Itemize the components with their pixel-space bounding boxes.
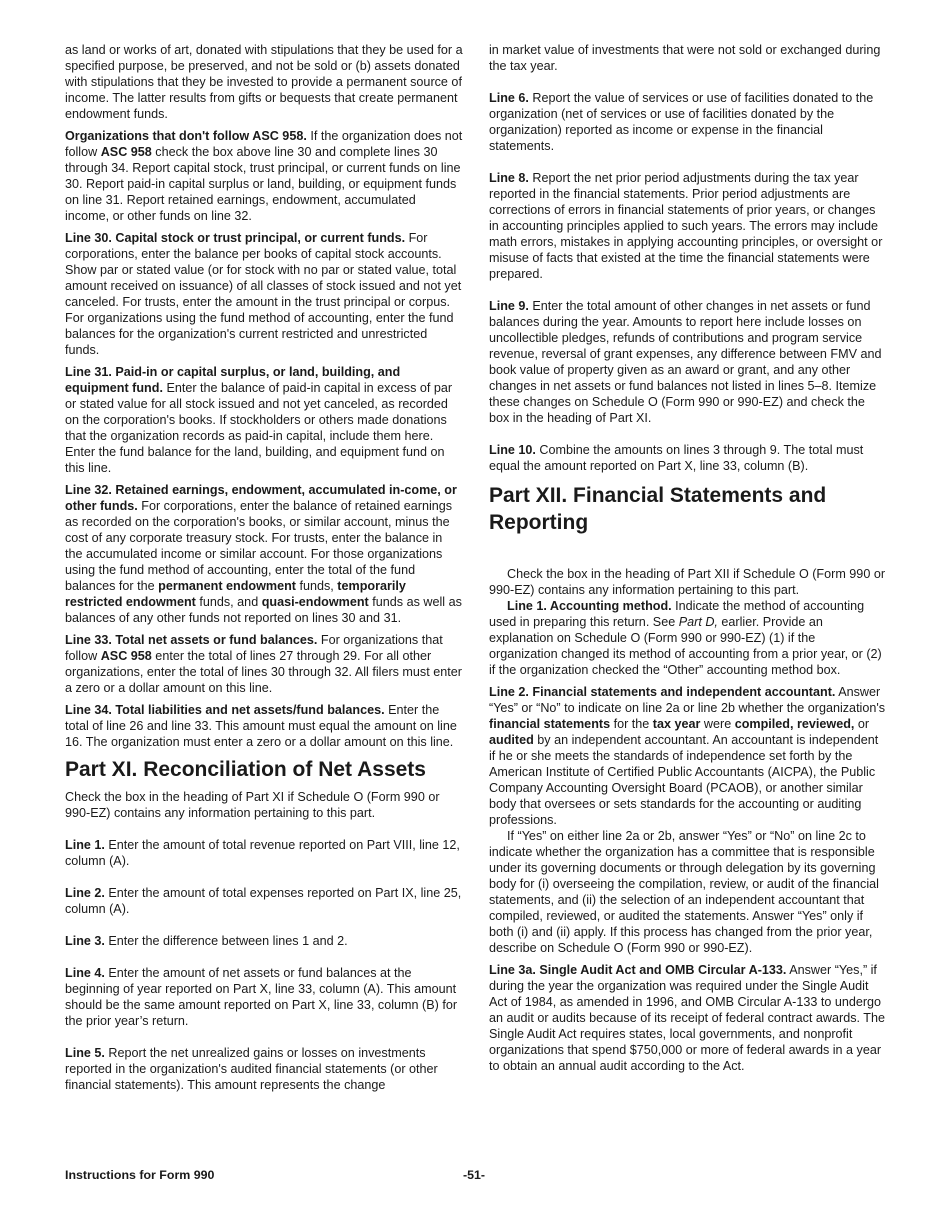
- paragraph-xi-line-6: Line 6. Report the value of services or use of facilities donated to the organization (net of services or use of facilities donated by the organization) reported as income or expense in the financial statements.: [489, 91, 874, 153]
- paragraph-xi-line-10: Line 10. Combine the amounts on lines 3 through 9. The total must equal the amount reported on Part X, line 33, column (B).: [489, 443, 864, 473]
- paragraph-line-34: Line 34. Total liabilities and net assets/fund balances. Enter the total of line 26 and line 33. This amount must equal the amount on line 16. The organization must enter a zero or a dollar amount on this line.: [65, 703, 457, 749]
- left-column: [65, 42, 463, 1099]
- right-column: [489, 42, 887, 1080]
- paragraph-xii-line-1: Line 1. Accounting method. Indicate the method of accounting used in preparing this return. See Part D, earlier. Provide an explanation on Schedule O (Form 990 or 990-EZ) (1) if the organization changed its method of accounting from a prior year, or (2) if the organization checked the “Other” accounting method box.: [489, 599, 882, 677]
- paragraph-line-31: Line 31. Paid-in or capital surplus, or land, building, and equipment fund. Enter the balance of paid-in capital in excess of par or stated value for all stock issued and not yet canceled, as recorded on the corporation's books. If stockholders or others made donations that the organization records as paid-in capital, include them here. Enter the fund balance for the land, building, and equipment fund on this line.: [65, 365, 453, 475]
- paragraph-xi-line-2: Line 2. Enter the amount of total expenses reported on Part IX, line 25, column (A).: [65, 886, 462, 916]
- heading-line-31: Line 31. Paid-in or capital surplus, or land, building, and equipment fund.: [65, 365, 401, 395]
- paragraph-line-33: Line 33. Total net assets or fund balances. For organizations that follow ASC 958 enter the total of lines 27 through 29. For all other organizations, enter the total of lines 30 through 32. All filers must enter a zero or a dollar amount on this line.: [65, 633, 462, 695]
- heading-line-33: Line 33. Total net assets or fund balances.: [65, 633, 318, 647]
- part-xi-title: Part XI. Reconciliation of Net Assets: [65, 758, 426, 781]
- paragraph-line-32: Line 32. Retained earnings, endowment, accumulated in-come, or other funds. For corporations, enter the balance of retained earnings as recorded on the corporation's books, or similar account, minus the cost of any corporate treasury stock. For trusts, enter the balance in the accumulated income or similar account. For those organizations using the fund method of accounting, enter the total of the fund balances for the permanent endowment funds, temporarily restricted endowment funds, and quasi-endowment funds as well as balances of any other funds not reported on lines 30 and 31.: [65, 483, 462, 625]
- paragraph-xi-line-5: Line 5. Report the net unrealized gains or losses on investments reported in the organization's audited financial statements (or other financial statements). This amount represents the change: [65, 1046, 438, 1092]
- part-xii-title: Part XII. Financial Statements and Reporting: [489, 484, 827, 534]
- paragraph-asc958: Organizations that don't follow ASC 958. If the organization does not follow ASC 958 check the box above line 30 and complete lines 30 through 34. Report capital stock, trust principal, or current funds on line 30. Report paid-in capital surplus or land, building, or equipment funds on line 31. Report retained earnings, endowment, accumulated income, or other funds on line 32.: [65, 129, 463, 223]
- heading-line-34: Line 34. Total liabilities and net assets/fund balances.: [65, 703, 385, 717]
- paragraph-xii-line-3a: Line 3a. Single Audit Act and OMB Circular A-133. Answer “Yes,” if during the year the organization was required under the Single Audit Act of 1984, as amended in 1996, and OMB Circular A-133 to undergo an audit or audits because of its receipt of federal contract awards. The Single Audit Act requires states, local governments, and nonprofit organizations that spend $750,000 or more of federal awards in a year to obtain an annual audit according to the Act.: [489, 963, 885, 1073]
- part-xii-intro: Check the box in the heading of Part XII if Schedule O (Form 990 or 990-EZ) contains any information pertaining to this part.: [489, 567, 886, 597]
- paragraph-xi-line-8: Line 8. Report the net prior period adjustments during the tax year reported in the financial statements. Prior period adjustments are corrections of errors in financial statements of prior years, or changes in accounting principles applied to such years. The errors may include math errors, mistakes in applying accounting principles, or oversight or misuse of facts that existed at the time the financial statements were prepared.: [489, 171, 883, 281]
- paragraph-xi-line-1: Line 1. Enter the amount of total revenue reported on Part VIII, line 12, column (A).: [65, 838, 460, 868]
- paragraph-xi-line-4: Line 4. Enter the amount of net assets or fund balances at the beginning of year reported on Part X, line 33, column (A). This amount should be the same amount reported on Part X, line 33, column (B) for the prior year’s return.: [65, 966, 458, 1028]
- heading-line-30: Line 30. Capital stock or trust principal, or current funds.: [65, 231, 406, 245]
- footer-title: Instructions for Form 990: [65, 1168, 215, 1182]
- heading-asc958: Organizations that don't follow ASC 958.: [65, 129, 307, 143]
- page-number: -51-: [463, 1168, 486, 1182]
- heading-xii-line-2: Line 2. Financial statements and independent accountant.: [489, 685, 836, 699]
- paragraph-continued-right: in market value of investments that were not sold or exchanged during the tax year.: [489, 43, 881, 73]
- heading-xii-line-3a: Line 3a. Single Audit Act and OMB Circular A-133.: [489, 963, 787, 977]
- paragraph-line-30: Line 30. Capital stock or trust principal, or current funds. For corporations, enter the balance per books of capital stock accounts. Show par or stated value (or for stock with no par or stated value, total amount received on issuance) of all classes of stock issued and not yet canceled. For trusts, enter the amount in the trust principal or corpus. For organizations using the fund method of accounting, enter the fund balances for the organization's current restricted and unrestricted funds.: [65, 231, 462, 357]
- page-footer: [65, 1168, 887, 1182]
- heading-line-32: Line 32. Retained earnings, endowment, accumulated in-come, or other funds.: [65, 483, 457, 513]
- paragraph-xi-line-3: Line 3. Enter the difference between lines 1 and 2.: [65, 934, 348, 948]
- part-xi-intro: Check the box in the heading of Part XI if Schedule O (Form 990 or 990-EZ) contains any information pertaining to this part.: [65, 790, 440, 820]
- paragraph-xi-line-9: Line 9. Enter the total amount of other changes in net assets or fund balances during the year. Amounts to report here include losses on uncollectible pledges, refunds of contributions and program service revenue, reversal of grant expenses, any difference between FMV and book value of property given as an award or grant, and any other changes in net assets or fund balances not listed in lines 5–8. Itemize these changes on Schedule O (Form 990 or 990-EZ) and check the box in the heading of Part XI.: [489, 299, 882, 425]
- paragraph-xii-line-2: Line 2. Financial statements and independent accountant. Answer “Yes” or “No” to indicate on line 2a or line 2b whether the organization's financial statements for the tax year were compiled, reviewed, or audited by an independent accountant. An accountant is independent if he or she meets the standards of independence set forth by the American Institute of Certified Public Accountants (AICPA), the Public Company Accounting Oversight Board (PCAOB), or another similar body that oversees or sets standards for the accounting or auditing professions.: [489, 685, 886, 827]
- paragraph-xii-line-2c: If “Yes” on either line 2a or 2b, answer “Yes” or “No” on line 2c to indicate whether the organization has a committee that is responsible under its governing documents or through delegation by its governing body for (i) overseeing the compilation, review, or audit of the financial statements, and (ii) the selection of an independent accountant that compiled, reviewed, or audited the statements. Answer “Yes” only if both (i) and (ii) apply. If this process has changed from the prior year, describe on Schedule O (Form 990 or 990-EZ).: [489, 829, 879, 955]
- paragraph-continued: as land or works of art, donated with stipulations that they be used for a specified purpose, be preserved, and not be sold or (b) assets donated with stipulations that they be invested to provide a permanent source of income. The latter results from gifts or bequests that create permanent endowment funds.: [65, 43, 463, 121]
